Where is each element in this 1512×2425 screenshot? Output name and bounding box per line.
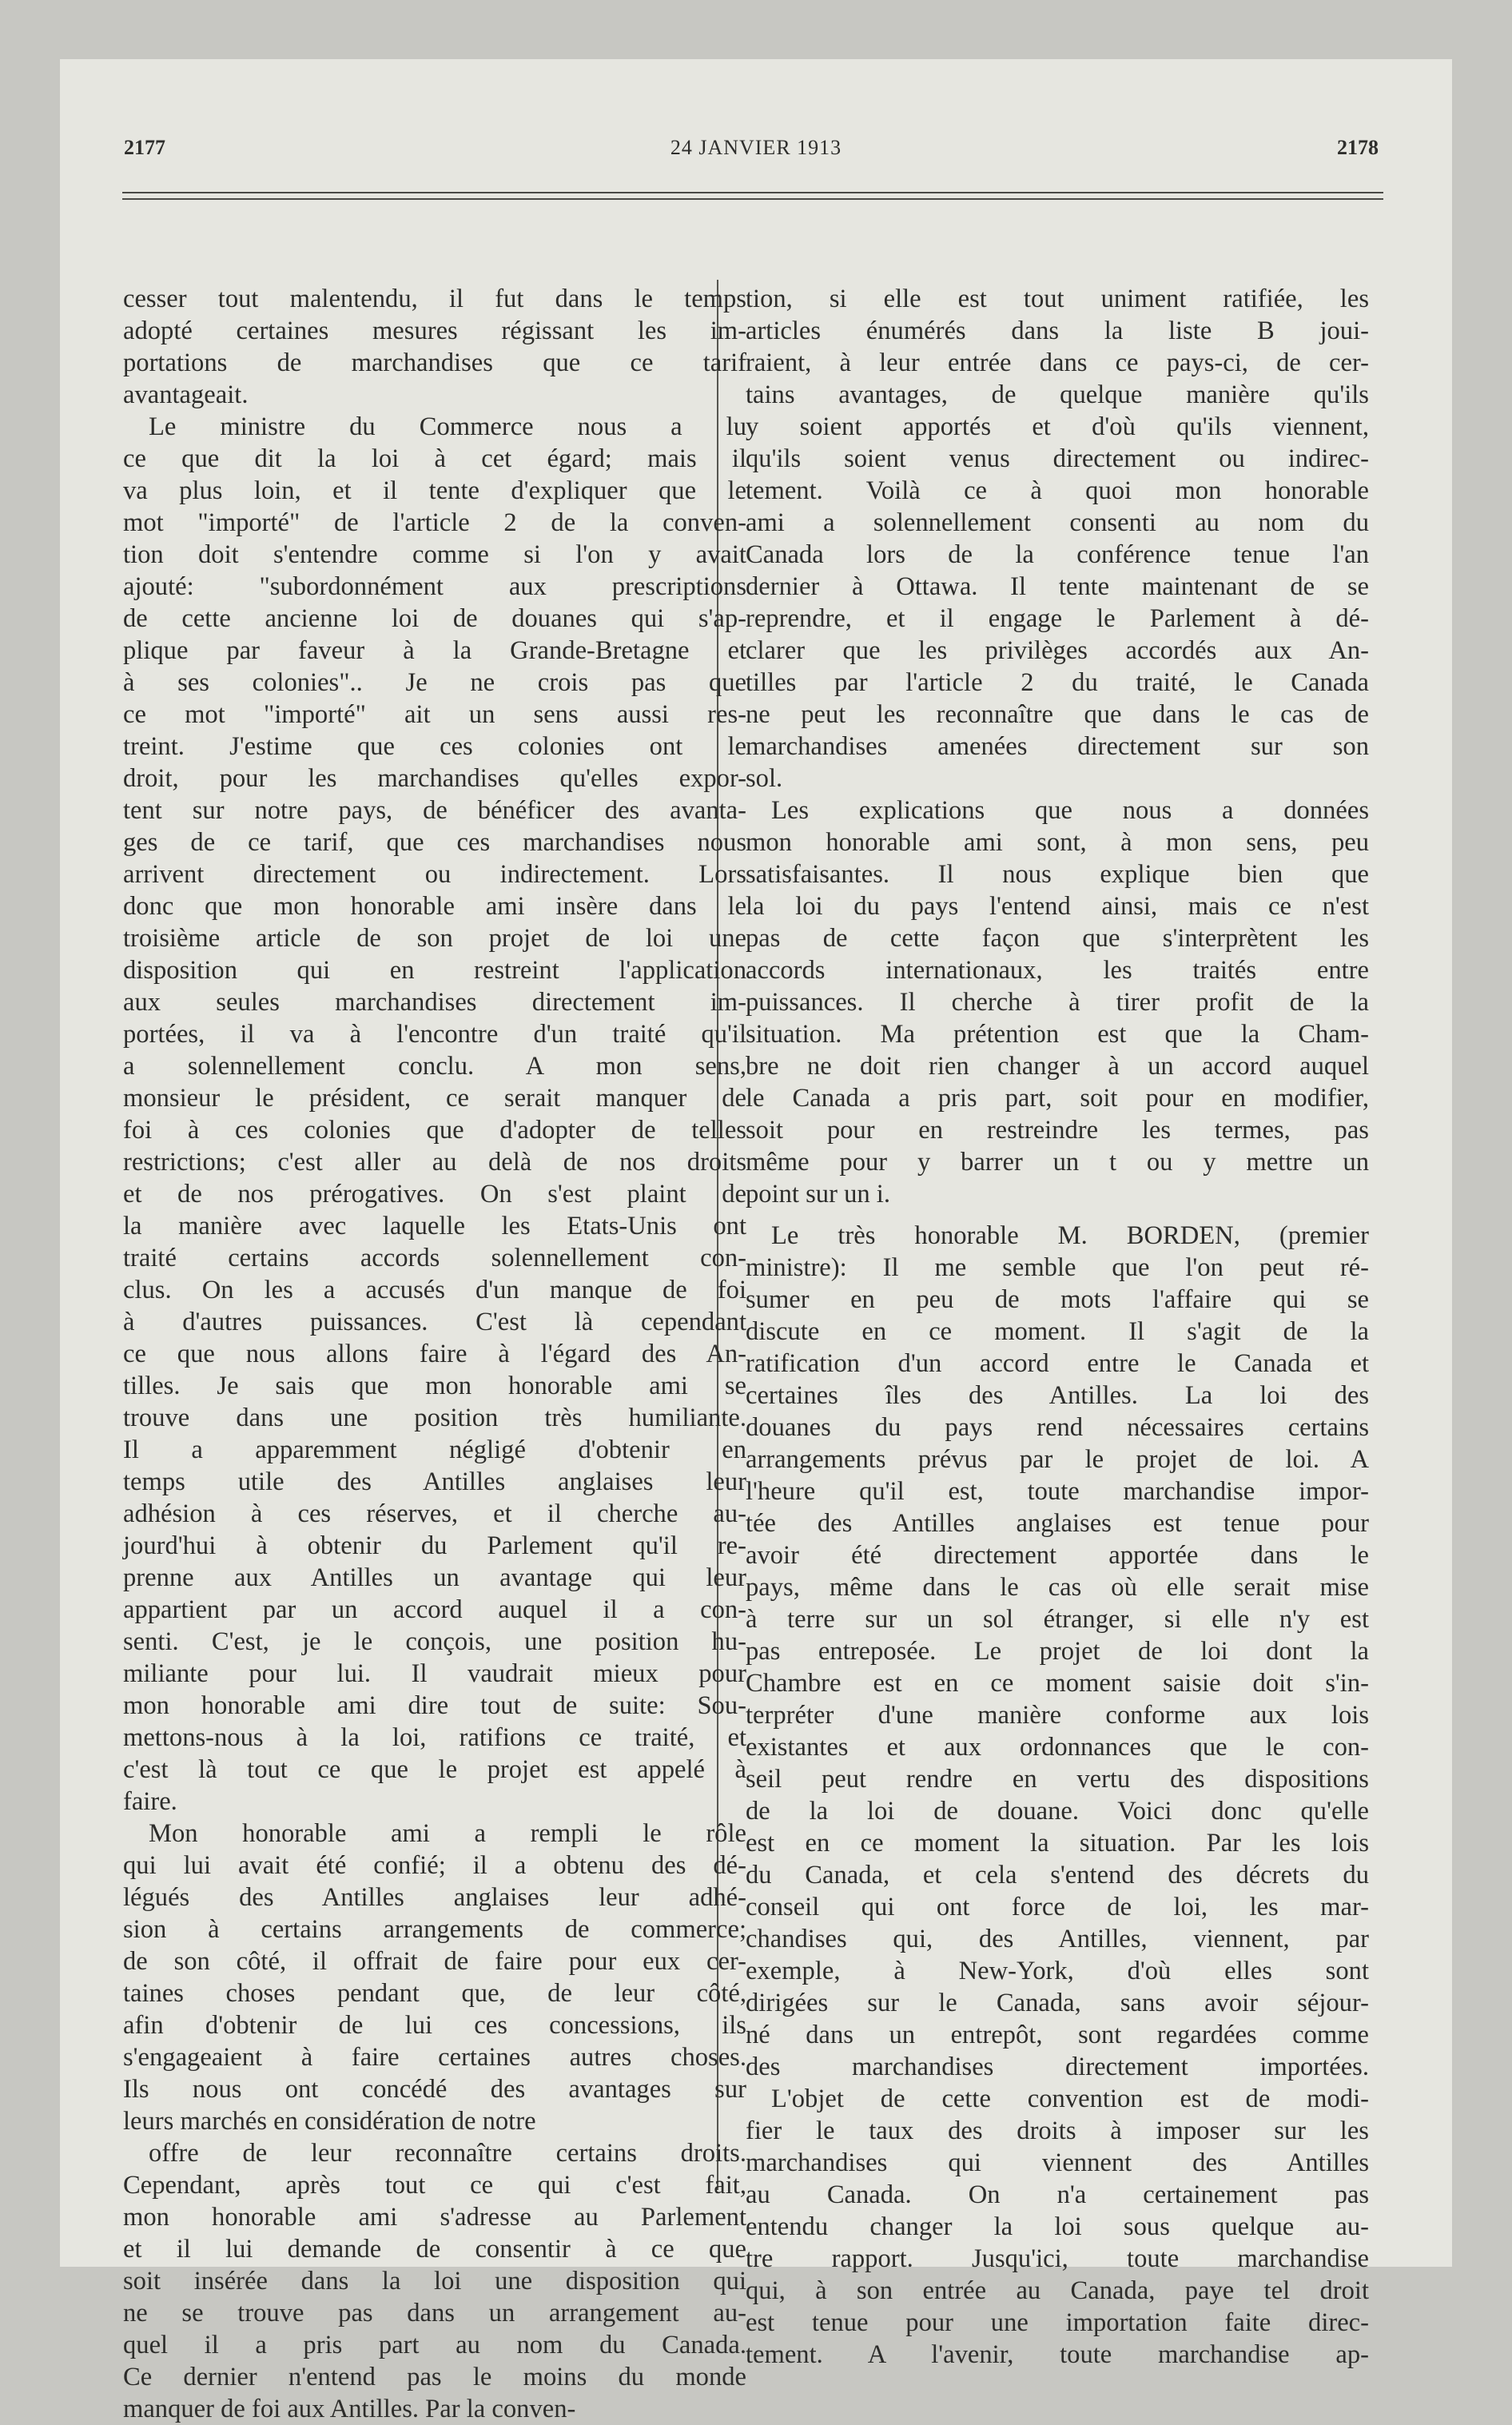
text-line: Il a apparemment négligé d'obtenir en <box>123 1435 746 1464</box>
text-line: tion doit s'entendre comme si l'on y avait <box>123 540 746 569</box>
text-line: de son côté, il offrait de faire pour eux cer- <box>123 1947 746 1976</box>
text-line: sumer en peu de mots l'affaire qui se <box>746 1285 1369 1314</box>
text-line: arrivent directement ou indirectement. Lors <box>123 860 746 889</box>
text-line: portations de marchandises que ce tarif <box>123 348 746 377</box>
text-line: quel il a pris part au nom du Canada. <box>123 2331 746 2359</box>
text-line: douanes du pays rend nécessaires certains <box>746 1413 1369 1442</box>
text-line: tée des Antilles anglaises est tenue pour <box>746 1509 1369 1538</box>
text-line: pays, même dans le cas où elle serait mise <box>746 1573 1369 1602</box>
text-line: le Canada a pris part, soit pour en modifier, <box>746 1084 1369 1113</box>
text-line: chandises qui, des Antilles, viennent, par <box>746 1925 1369 1953</box>
text-line: la loi du pays l'entend ainsi, mais ce n'est <box>746 892 1369 921</box>
page <box>60 59 1452 2423</box>
text-line: Ils nous ont concédé des avantages sur <box>123 2075 746 2104</box>
text-line: à ses colonies".. Je ne crois pas que <box>123 668 746 697</box>
text-line: ges de ce tarif, que ces marchandises nous <box>123 828 746 857</box>
text-line: dernier à Ottawa. Il tente maintenant de se <box>746 572 1369 601</box>
text-line: tent sur notre pays, de bénéficer des avanta- <box>123 796 746 825</box>
text-line: conseil qui ont force de loi, les mar- <box>746 1893 1369 1921</box>
text-line: L'objet de cette convention est de modi- <box>771 2085 1369 2113</box>
text-line: né dans un entrepôt, sont regardées comme <box>746 2021 1369 2049</box>
text-line: certaines îles des Antilles. La loi des <box>746 1381 1369 1410</box>
text-line: donc que mon honorable ami insère dans le <box>123 892 746 921</box>
text-line: même pour y barrer un t ou y mettre un <box>746 1148 1369 1177</box>
text-line: ce que dit la loi à cet égard; mais il <box>123 444 746 473</box>
text-line: des marchandises directement importées. <box>746 2053 1369 2081</box>
text-line: satisfaisantes. Il nous explique bien que <box>746 860 1369 889</box>
text-line: trouve dans une position très humiliante. <box>123 1404 746 1432</box>
text-line: accords internationaux, les traités entre <box>746 956 1369 985</box>
text-line: troisième article de son projet de loi une <box>123 924 746 953</box>
text-line: Mon honorable ami a rempli le rôle <box>149 1819 746 1848</box>
text-line: adhésion à ces réserves, et il cherche au- <box>123 1499 746 1528</box>
text-line: au Canada. On n'a certainement pas <box>746 2180 1369 2209</box>
text-line: aux seules marchandises directement im- <box>123 988 746 1017</box>
header-rule-top <box>122 192 1383 193</box>
text-line: y soient apportés et d'où qu'ils viennent, <box>746 412 1369 441</box>
text-line: offre de leur reconnaître certains droits. <box>149 2139 746 2168</box>
text-line: tilles. Je sais que mon honorable ami se <box>123 1372 746 1400</box>
text-line: reprendre, et il engage le Parlement à dé- <box>746 604 1369 633</box>
text-line: s'engageaient à faire certaines autres choses. <box>123 2043 746 2072</box>
text-line: afin d'obtenir de lui ces concessions, ils <box>123 2011 746 2040</box>
text-line: ami a solennellement consenti au nom du <box>746 508 1369 537</box>
text-line: tion, si elle est tout uniment ratifiée, les <box>746 285 1369 313</box>
text-line: Canada lors de la conférence tenue l'an <box>746 540 1369 569</box>
text-line: mon honorable ami sont, à mon sens, peu <box>746 828 1369 857</box>
text-line: leurs marchés en considération de notre <box>123 2107 536 2136</box>
text-line: de cette ancienne loi de douanes qui s'ap- <box>123 604 746 633</box>
text-line: marchandises qui viennent des Antilles <box>746 2148 1369 2177</box>
text-line: faire. <box>123 1787 177 1816</box>
text-line: puissances. Il cherche à tirer profit de la <box>746 988 1369 1017</box>
text-line: disposition qui en restreint l'application <box>123 956 746 985</box>
text-line: soit pour en restreindre les termes, pas <box>746 1116 1369 1145</box>
text-line: est en ce moment la situation. Par les lois <box>746 1829 1369 1858</box>
text-line: va plus loin, et il tente d'expliquer que le <box>123 476 746 505</box>
text-line: treint. J'estime que ces colonies ont le <box>123 732 746 761</box>
text-line: miliante pour lui. Il vaudrait mieux pour <box>123 1659 746 1688</box>
page-number-left: 2177 <box>124 136 165 159</box>
text-line: marchandises amenées directement sur son <box>746 732 1369 761</box>
text-line: avoir été directement apportée dans le <box>746 1541 1369 1570</box>
text-line: appartient par un accord auquel il a con- <box>123 1595 746 1624</box>
left-column <box>123 283 746 2425</box>
text-line: exemple, à New-York, d'où elles sont <box>746 1957 1369 1985</box>
text-line: Le ministre du Commerce nous a lu <box>149 412 746 441</box>
text-line: à d'autres puissances. C'est là cependant <box>123 1308 746 1336</box>
text-line: du Canada, et cela s'entend des décrets du <box>746 1861 1369 1889</box>
text-line: adopté certaines mesures régissant les im- <box>123 317 746 345</box>
text-line: ne peut les reconnaître que dans le cas de <box>746 700 1369 729</box>
text-line: l'heure qu'il est, toute marchandise impor- <box>746 1477 1369 1506</box>
text-line: qu'ils soient venus directement ou indirec- <box>746 444 1369 473</box>
text-line: mon honorable ami dire tout de suite: Sou- <box>123 1691 746 1720</box>
text-line: manquer de foi aux Antilles. Par la conven- <box>123 2395 576 2423</box>
text-line: sol. <box>746 764 783 793</box>
text-line: de la loi de douane. Voici donc qu'elle <box>746 1797 1369 1826</box>
text-line: traité certains accords solennellement con- <box>123 1244 746 1272</box>
text-line: tilles par l'article 2 du traité, le Canada <box>746 668 1369 697</box>
text-line: tement. A l'avenir, toute marchandise ap- <box>746 2340 1369 2369</box>
text-line: raient, à leur entrée dans ce pays-ci, de cer- <box>746 348 1369 377</box>
text-line: clus. On les a accusés d'un manque de foi <box>123 1276 746 1304</box>
text-line: mot "importé" de l'article 2 de la conven- <box>123 508 746 537</box>
page-date: 24 JANVIER 1913 <box>670 136 842 159</box>
text-line: mettons-nous à la loi, ratifions ce traité, et <box>123 1723 746 1752</box>
text-line: Chambre est en ce moment saisie doit s'in- <box>746 1669 1369 1698</box>
text-line: la manière avec laquelle les Etats-Unis ont <box>123 1212 746 1240</box>
text-line: terpréter d'une manière conforme aux lois <box>746 1701 1369 1730</box>
text-line: est tenue pour une importation faite direc- <box>746 2308 1369 2337</box>
text-line: tains avantages, de quelque manière qu'ils <box>746 380 1369 409</box>
text-line: situation. Ma prétention est que la Cham- <box>746 1020 1369 1049</box>
text-line: Le très honorable M. BORDEN, (premier <box>771 1221 1369 1250</box>
text-line: qui, à son entrée au Canada, paye tel droit <box>746 2276 1369 2305</box>
text-line: plique par faveur à la Grande-Bretagne et <box>123 636 746 665</box>
text-line: discute en ce moment. Il s'agit de la <box>746 1317 1369 1346</box>
text-line: temps utile des Antilles anglaises leur <box>123 1467 746 1496</box>
text-line: c'est là tout ce que le projet est appelé à <box>123 1755 746 1784</box>
text-line: foi à ces colonies que d'adopter de telles <box>123 1116 746 1145</box>
text-line: prenne aux Antilles un avantage qui leur <box>123 1563 746 1592</box>
text-line: sion à certains arrangements de commerce; <box>123 1915 746 1944</box>
text-line: avantageait. <box>123 380 249 409</box>
text-line: tre rapport. Jusqu'ici, toute marchandise <box>746 2244 1369 2273</box>
page-number-right: 2178 <box>1337 136 1379 159</box>
text-line: articles énumérés dans la liste B joui- <box>746 317 1369 345</box>
text-line: mon honorable ami s'adresse au Parlement <box>123 2203 746 2232</box>
right-column <box>746 283 1369 2371</box>
text-line: arrangements prévus par le projet de loi. A <box>746 1445 1369 1474</box>
text-line: ajouté: "subordonnément aux prescriptions <box>123 572 746 601</box>
text-line: a solennellement conclu. A mon sens, <box>123 1052 746 1081</box>
text-line: clarer que les privilèges accordés aux An- <box>746 636 1369 665</box>
text-line: point sur un i. <box>746 1180 890 1209</box>
text-line: droit, pour les marchandises qu'elles expor- <box>123 764 746 793</box>
text-line: Cependant, après tout ce qui c'est fait, <box>123 2171 746 2200</box>
text-line: monsieur le président, ce serait manquer de <box>123 1084 746 1113</box>
text-line: bre ne doit rien changer à un accord auquel <box>746 1052 1369 1081</box>
text-line: ce mot "importé" ait un sens aussi res- <box>123 700 746 729</box>
text-line: portées, il va à l'encontre d'un traité qu'il <box>123 1020 746 1049</box>
text-line: qui lui avait été confié; il a obtenu des dé- <box>123 1851 746 1880</box>
text-line: cesser tout malentendu, il fut dans le temps <box>123 285 746 313</box>
text-line: taines choses pendant que, de leur côté, <box>123 1979 746 2008</box>
text-line: ratification d'un accord entre le Canada et <box>746 1349 1369 1378</box>
text-line: ministre): Il me semble que l'on peut ré- <box>746 1253 1369 1282</box>
text-line: tement. Voilà ce à quoi mon honorable <box>746 476 1369 505</box>
text-line: seil peut rendre en vertu des dispositions <box>746 1765 1369 1794</box>
header-rule-bottom <box>122 198 1383 200</box>
text-line: et de nos prérogatives. On s'est plaint de <box>123 1180 746 1209</box>
text-line: dirigées sur le Canada, sans avoir séjour- <box>746 1989 1369 2017</box>
text-line: entendu changer la loi sous quelque au- <box>746 2212 1369 2241</box>
text-line: Ce dernier n'entend pas le moins du monde <box>123 2363 746 2391</box>
text-line: et il lui demande de consentir à ce que <box>123 2235 746 2264</box>
text-line: fier le taux des droits à imposer sur les <box>746 2116 1369 2145</box>
text-line: restrictions; c'est aller au delà de nos droits <box>123 1148 746 1177</box>
text-line: ce que nous allons faire à l'égard des An- <box>123 1340 746 1368</box>
text-line: à terre sur un sol étranger, si elle n'y est <box>746 1605 1369 1634</box>
text-line: existantes et aux ordonnances que le con- <box>746 1733 1369 1762</box>
text-line: Les explications que nous a données <box>771 796 1369 825</box>
text-line: légués des Antilles anglaises leur adhé- <box>123 1883 746 1912</box>
text-line: soit insérée dans la loi une disposition qui <box>123 2267 746 2296</box>
text-line: senti. C'est, je le conçois, une position hu- <box>123 1627 746 1656</box>
text-line: pas entreposée. Le projet de loi dont la <box>746 1637 1369 1666</box>
text-line: pas de cette façon que s'interprètent les <box>746 924 1369 953</box>
text-line: ne se trouve pas dans un arrangement au- <box>123 2299 746 2327</box>
text-line: jourd'hui à obtenir du Parlement qu'il re- <box>123 1531 746 1560</box>
